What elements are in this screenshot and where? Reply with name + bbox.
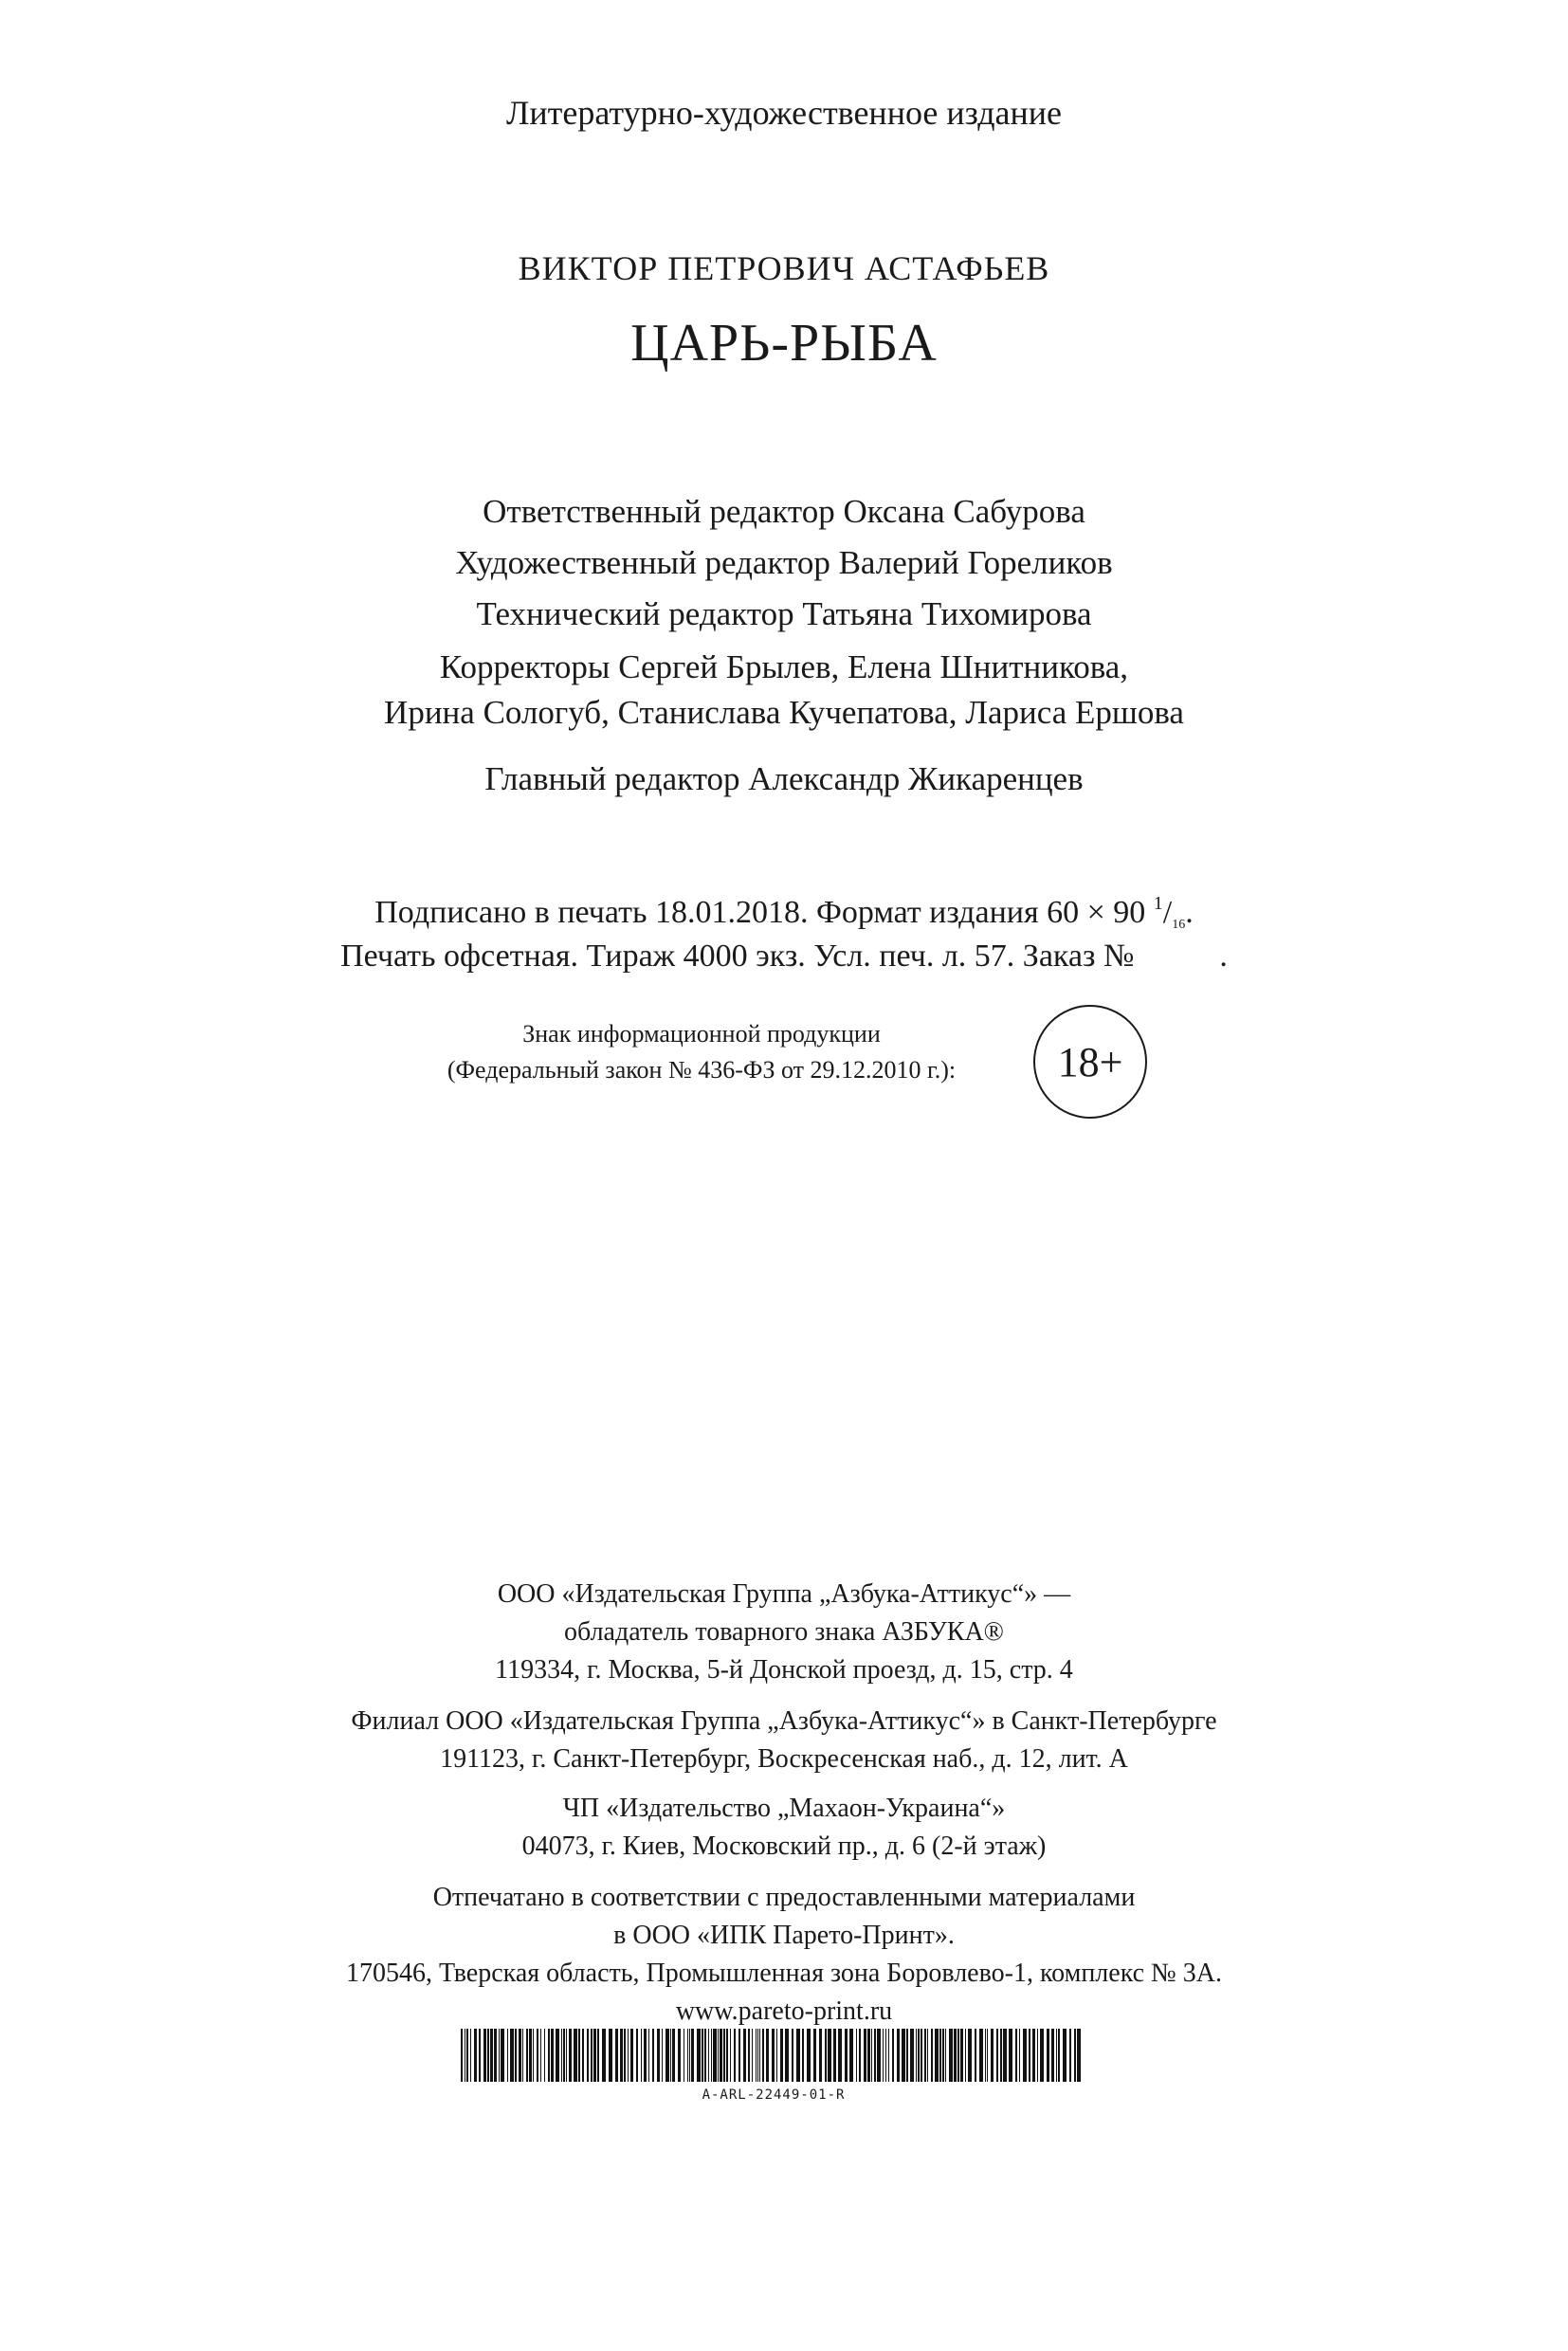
barcode-bar	[711, 2029, 712, 2082]
barcode-bar	[785, 2029, 789, 2082]
barcode-bar	[687, 2029, 688, 2082]
barcode-bar	[877, 2029, 881, 2082]
barcode-bar	[985, 2029, 986, 2082]
barcode-bar	[987, 2029, 988, 2082]
barcode-bar	[689, 2029, 690, 2082]
barcode-bar	[796, 2029, 800, 2082]
barcode-bar	[991, 2029, 994, 2082]
book-title: ЦАРЬ-РЫБА	[630, 314, 938, 373]
barcode-bar	[792, 2029, 793, 2082]
barcode-bar	[949, 2029, 953, 2082]
barcode	[461, 2029, 1086, 2114]
barcode-bar	[807, 2029, 811, 2082]
fraction-numerator: 1	[1153, 893, 1163, 914]
barcode-bar	[644, 2029, 647, 2082]
barcode-bar	[833, 2029, 836, 2082]
barcode-bar	[494, 2029, 497, 2082]
barcode-bar	[597, 2029, 599, 2082]
barcode-bar	[578, 2029, 580, 2082]
barcode-bar	[921, 2029, 922, 2082]
barcode-bar	[662, 2029, 663, 2082]
barcode-bar	[918, 2029, 920, 2082]
barcode-bar	[957, 2029, 959, 2082]
barcode-bar	[670, 2029, 671, 2082]
barcode-bar	[838, 2029, 842, 2082]
barcode-bar	[897, 2029, 900, 2082]
barcode-bar	[738, 2029, 740, 2082]
print-info-text: Печать офсетная. Тираж 4000 экз. Усл. печ. л. 57. Заказ №	[340, 939, 1135, 974]
barcode-bar	[1000, 2029, 1002, 2082]
barcode-bar	[892, 2029, 894, 2082]
barcode-bar	[1077, 2029, 1081, 2082]
barcode-bar	[602, 2029, 606, 2082]
order-number-end: .	[1219, 939, 1228, 974]
barcode-bar	[734, 2029, 736, 2082]
barcode-bar	[776, 2029, 777, 2082]
barcode-bar	[954, 2029, 957, 2082]
barcode-label: A-ARL-22449-01-R	[702, 2087, 846, 2103]
barcode-bar	[813, 2029, 816, 2082]
barcode-bar	[1063, 2029, 1067, 2082]
imprint-line: обладатель товарного знака АЗБУКА®	[564, 1617, 1004, 1647]
barcode-bar	[927, 2029, 928, 2082]
credit-line: Технический редактор Татьяна Тихомирова	[476, 595, 1092, 632]
barcode-bar	[487, 2029, 489, 2082]
barcode-bar	[678, 2029, 681, 2082]
age-rating-badge: 18+	[1033, 1005, 1147, 1119]
barcode-bar	[924, 2029, 926, 2082]
barcode-bar	[713, 2029, 717, 2082]
barcode-bar	[756, 2029, 757, 2082]
barcode-bar	[825, 2029, 827, 2082]
barcode-bar	[540, 2029, 541, 2082]
barcode-bar	[757, 2029, 758, 2082]
barcode-bar	[996, 2029, 998, 2082]
barcode-bar	[1029, 2029, 1030, 2082]
barcode-bar	[1015, 2029, 1017, 2082]
barcode-bar	[609, 2029, 612, 2082]
barcode-bar	[1056, 2029, 1057, 2082]
barcode-bar	[931, 2029, 933, 2082]
imprint-line: в ООО «ИПК Парето-Принт».	[613, 1921, 955, 1950]
barcode-bar	[906, 2029, 908, 2082]
barcode-bar	[1032, 2029, 1035, 2082]
barcode-bar	[752, 2029, 753, 2082]
barcode-bar	[780, 2029, 783, 2082]
age-rating-law: (Федеральный закон № 436-ФЗ от 29.12.2010 г.):	[447, 1056, 957, 1084]
barcode-bar	[566, 2029, 567, 2082]
series-label: Литературно-художественное издание	[505, 94, 1063, 132]
age-rating-text	[389, 1016, 1014, 1088]
barcode-bar	[939, 2029, 941, 2082]
barcode-bar	[665, 2029, 669, 2082]
barcode-bar	[526, 2029, 528, 2082]
imprint-line: Филиал ООО «Издательская Группа „Азбука-Аттикус“» в Санкт-Петербурге	[351, 1706, 1217, 1736]
barcode-bar	[702, 2029, 703, 2082]
barcode-bar	[529, 2029, 532, 2082]
imprint-line: 191123, г. Санкт-Петербург, Воскресенская наб., д. 12, лит. А	[440, 1744, 1128, 1774]
barcode-bar	[748, 2029, 750, 2082]
imprint-line: 04073, г. Киев, Московский пр., д. 6 (2-й этаж)	[521, 1832, 1047, 1861]
barcode-bar	[968, 2029, 972, 2082]
format-fraction	[1154, 895, 1194, 930]
barcode-bar	[965, 2029, 966, 2082]
barcode-bar	[902, 2029, 905, 2082]
barcode-bar	[945, 2029, 946, 2082]
barcode-bar	[1040, 2029, 1044, 2082]
fraction-denominator: 16	[1172, 918, 1186, 932]
barcode-bar	[723, 2029, 725, 2082]
barcode-bar	[466, 2029, 468, 2082]
barcode-bar	[574, 2029, 577, 2082]
barcode-bar	[888, 2029, 889, 2082]
barcode-bar	[1019, 2029, 1020, 2082]
barcode-bar	[1051, 2029, 1054, 2082]
barcode-bar	[620, 2029, 623, 2082]
barcode-bar	[507, 2029, 508, 2082]
imprint-line: 119334, г. Москва, 5-й Донской проезд, д. 15, стр. 4	[495, 1655, 1073, 1685]
imprint-line: ЧП «Издательство „Махаон-Украина“»	[562, 1794, 1006, 1823]
barcode-bars	[461, 2029, 1086, 2082]
barcode-bar	[828, 2029, 831, 2082]
barcode-bar	[587, 2029, 589, 2082]
barcode-bar	[849, 2029, 853, 2082]
barcode-bar	[802, 2029, 804, 2082]
barcode-bar	[726, 2029, 728, 2082]
barcode-bar	[1074, 2029, 1076, 2082]
credit-line: Художественный редактор Валерий Гореликов	[455, 544, 1113, 581]
barcode-bar	[942, 2029, 944, 2082]
barcode-bar	[461, 2029, 463, 2082]
barcode-bar	[871, 2029, 872, 2082]
credit-line: Главный редактор Александр Жикаренцев	[484, 760, 1084, 797]
barcode-bar	[474, 2029, 477, 2082]
barcode-bar	[490, 2029, 493, 2082]
barcode-bar	[648, 2029, 649, 2082]
barcode-bar	[856, 2029, 857, 2082]
barcode-bar	[759, 2029, 760, 2082]
fraction-separator: /	[1162, 895, 1173, 930]
barcode-bar	[845, 2029, 848, 2082]
barcode-bar	[510, 2029, 514, 2082]
barcode-bar	[1009, 2029, 1012, 2082]
credit-line: Ирина Сологуб, Станислава Кучепатова, Лариса Ершова	[384, 694, 1184, 731]
barcode-bar	[593, 2029, 596, 2082]
barcode-bar	[910, 2029, 914, 2082]
barcode-bar	[641, 2029, 642, 2082]
barcode-bar	[819, 2029, 822, 2082]
fraction-period: .	[1185, 895, 1194, 930]
barcode-bar	[1003, 2029, 1007, 2082]
barcode-bar	[544, 2029, 545, 2082]
barcode-bar	[1037, 2029, 1038, 2082]
age-rating-block	[389, 1005, 1204, 1128]
author-name: ВИКТОР ПЕТРОВИЧ АСТАФЬЕВ	[518, 249, 1050, 287]
barcode-bar	[874, 2029, 876, 2082]
barcode-bar	[1047, 2029, 1049, 2082]
barcode-bar	[591, 2029, 593, 2082]
barcode-bar	[704, 2029, 706, 2082]
barcode-bar	[615, 2029, 618, 2082]
barcode-bar	[772, 2029, 775, 2082]
barcode-bar	[859, 2029, 861, 2082]
print-info-line-2	[0, 939, 1568, 975]
barcode-bar	[630, 2029, 633, 2082]
barcode-bar	[537, 2029, 538, 2082]
barcode-bar	[885, 2029, 886, 2082]
barcode-bar	[762, 2029, 764, 2082]
barcode-bar	[479, 2029, 481, 2082]
barcode-bar	[1023, 2029, 1027, 2082]
barcode-bar	[624, 2029, 626, 2082]
barcode-bar	[582, 2029, 584, 2082]
imprint-line: 170546, Тверская область, Промышленная зона Боровлево-1, комплекс № 3А.	[346, 1959, 1222, 1988]
barcode-bar	[916, 2029, 917, 2082]
barcode-bar	[519, 2029, 521, 2082]
barcode-bar	[628, 2029, 629, 2082]
barcode-bar	[548, 2029, 550, 2082]
barcode-bar	[691, 2029, 694, 2082]
barcode-bar	[975, 2029, 976, 2082]
barcode-bar	[935, 2029, 939, 2082]
barcode-bar	[864, 2029, 866, 2082]
print-info-text: Подписано в печать 18.01.2018. Формат издания 60 × 90	[374, 895, 1146, 930]
barcode-bar	[718, 2029, 719, 2082]
barcode-bar	[563, 2029, 565, 2082]
barcode-bar	[470, 2029, 471, 2082]
barcode-bar	[960, 2029, 963, 2082]
imprint-line: ООО «Издательская Группа „Азбука-Аттикус“» —	[497, 1579, 1071, 1609]
barcode-bar	[867, 2029, 870, 2082]
barcode-bar	[979, 2029, 983, 2082]
barcode-bar	[636, 2029, 638, 2082]
barcode-bar	[708, 2029, 709, 2082]
barcode-bar	[551, 2029, 554, 2082]
barcode-bar	[720, 2029, 722, 2082]
barcode-bar	[499, 2029, 500, 2082]
print-info-line-1	[0, 893, 1568, 933]
imprint-line: Отпечатано в соответствии с предоставленными материалами	[432, 1883, 1136, 1912]
barcode-bar	[569, 2029, 572, 2082]
barcode-bar	[533, 2029, 534, 2082]
barcode-bar	[766, 2029, 769, 2082]
barcode-bar	[1069, 2029, 1071, 2082]
barcode-bar	[743, 2029, 746, 2082]
barcode-bar	[1058, 2029, 1060, 2082]
barcode-bar	[652, 2029, 654, 2082]
imprint-line: www.pareto-print.ru	[675, 1996, 893, 2026]
credit-line: Корректоры Сергей Брылев, Елена Шнитникова,	[439, 648, 1129, 685]
barcode-bar	[672, 2029, 675, 2082]
barcode-bar	[561, 2029, 562, 2082]
age-rating-label: Знак информационной продукции	[522, 1020, 881, 1048]
credit-line: Ответственный редактор Оксана Сабурова	[483, 493, 1085, 530]
barcode-bar	[556, 2029, 559, 2082]
barcode-bar	[515, 2029, 517, 2082]
barcode-bar	[657, 2029, 660, 2082]
barcode-bar	[483, 2029, 486, 2082]
barcode-bar	[501, 2029, 504, 2082]
barcode-bar	[883, 2029, 884, 2082]
barcode-bar	[730, 2029, 731, 2082]
barcode-bar	[522, 2029, 523, 2082]
barcode-bar	[697, 2029, 701, 2082]
